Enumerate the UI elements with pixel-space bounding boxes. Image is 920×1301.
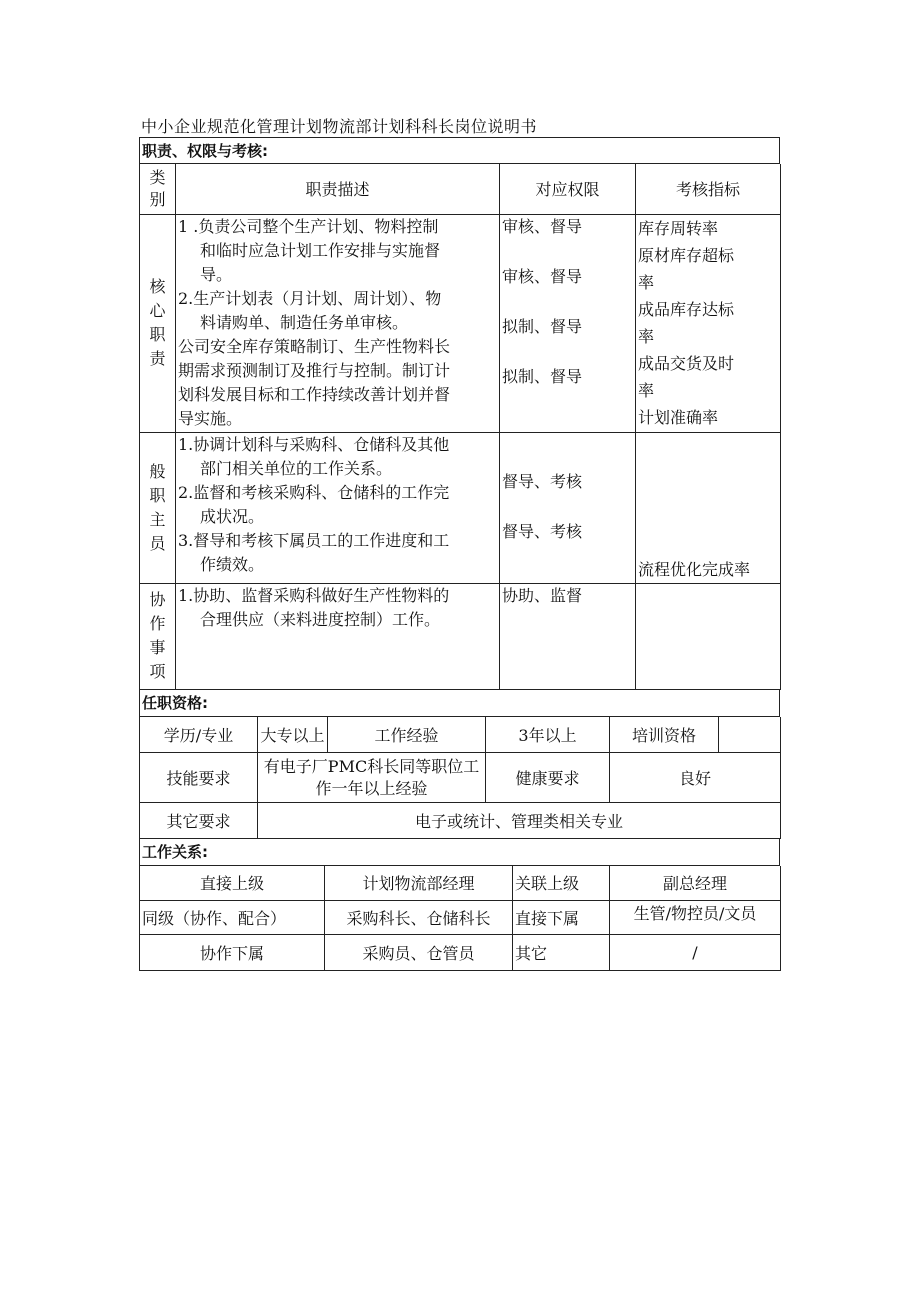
duty-row-general: [140, 432, 781, 583]
related-superior-value: 副总经理: [610, 866, 781, 900]
relation-row-2: [140, 900, 781, 934]
job-description-sheet: [139, 137, 780, 971]
kpi-general: 流程优化完成率: [636, 432, 781, 583]
description-cooperation: 1.协助、监督采购科做好生产性物料的 合理供应（来料进度控制）工作。: [176, 583, 500, 689]
header-category: 类 别: [140, 164, 176, 214]
peer-value: 采购科长、仓储科长: [325, 900, 513, 934]
header-authority: 对应权限: [500, 164, 636, 214]
kpi-core: 库存周转率 原材库存超标 率 成品库存达标 率 成品交货及时 率 计划准确率: [636, 214, 781, 432]
coop-subordinate-label: 协作下属: [140, 934, 325, 970]
other-relation-label: 其它: [513, 934, 610, 970]
section-qualifications-heading: 任职资格:: [139, 690, 780, 717]
qualification-row-3: [140, 803, 781, 839]
duty-table-header: [140, 164, 781, 214]
superior-value: 计划物流部经理: [325, 866, 513, 900]
health-value: 良好: [610, 753, 781, 803]
education-label: 学历/专业: [140, 717, 258, 753]
authority-general: 督导、考核 督导、考核: [500, 432, 636, 583]
training-label: 培训资格: [610, 717, 719, 753]
duty-row-core: [140, 214, 781, 432]
qualifications-table: [139, 717, 781, 840]
kpi-cooperation: [636, 583, 781, 689]
header-description: 职责描述: [176, 164, 500, 214]
category-cooperation: 协 作 事 项: [140, 583, 176, 689]
peer-label: 同级（协作、配合）: [140, 900, 325, 934]
skill-value: 有电子厂PMC科长同等职位工作一年以上经验: [258, 753, 486, 803]
other-relation-value: /: [610, 934, 781, 970]
duty-row-cooperation: [140, 583, 781, 689]
relation-row-1: [140, 866, 781, 900]
description-general: 1.协调计划科与采购科、仓储科及其他 部门相关单位的工作关系。 2.监督和考核采购科、仓储科的工作完 成状况。 3.督导和考核下属员工的工作进度和工 作绩效。: [176, 432, 500, 583]
qualification-row-2: [140, 753, 781, 803]
section-relations-heading: 工作关系:: [139, 839, 780, 866]
section-duties-heading: 职责、权限与考核:: [139, 137, 780, 164]
authority-core: 审核、督导 审核、督导 拟制、督导 拟制、督导: [500, 214, 636, 432]
subordinate-value: 生管/物控员/文员: [610, 900, 781, 934]
experience-label: 工作经验: [328, 717, 486, 753]
category-core: 核 心 职 责: [140, 214, 176, 432]
category-general: 般 职 主 员: [140, 432, 176, 583]
duty-table: [139, 164, 781, 690]
header-kpi: 考核指标: [636, 164, 781, 214]
authority-cooperation: 协助、监督: [500, 583, 636, 689]
experience-value: 3年以上: [486, 717, 610, 753]
description-core: 1 .负责公司整个生产计划、物料控制 和临时应急计划工作安排与实施督 导。 2.生产计划表（月计划、周计划）、物 料请购单、制造任务单审核。 公司安全库存策略制订、生产性物料长 期需求预测制订及推行与控制。制订计 划科发展目标和工作持续改善计划并督 导实施。: [176, 214, 500, 432]
qualification-row-1: [140, 717, 781, 753]
education-value: 大专以上: [258, 717, 328, 753]
relations-table: [139, 866, 781, 971]
related-superior-label: 关联上级: [513, 866, 610, 900]
health-label: 健康要求: [486, 753, 610, 803]
training-value: [719, 717, 781, 753]
coop-subordinate-value: 采购员、仓管员: [325, 934, 513, 970]
superior-label: 直接上级: [140, 866, 325, 900]
skill-label: 技能要求: [140, 753, 258, 803]
other-value: 电子或统计、管理类相关专业: [258, 803, 781, 839]
other-label: 其它要求: [140, 803, 258, 839]
relation-row-3: [140, 934, 781, 970]
page-title: 中小企业规范化管理计划物流部计划科科长岗位说明书: [141, 117, 538, 136]
subordinate-label: 直接下属: [513, 900, 610, 934]
